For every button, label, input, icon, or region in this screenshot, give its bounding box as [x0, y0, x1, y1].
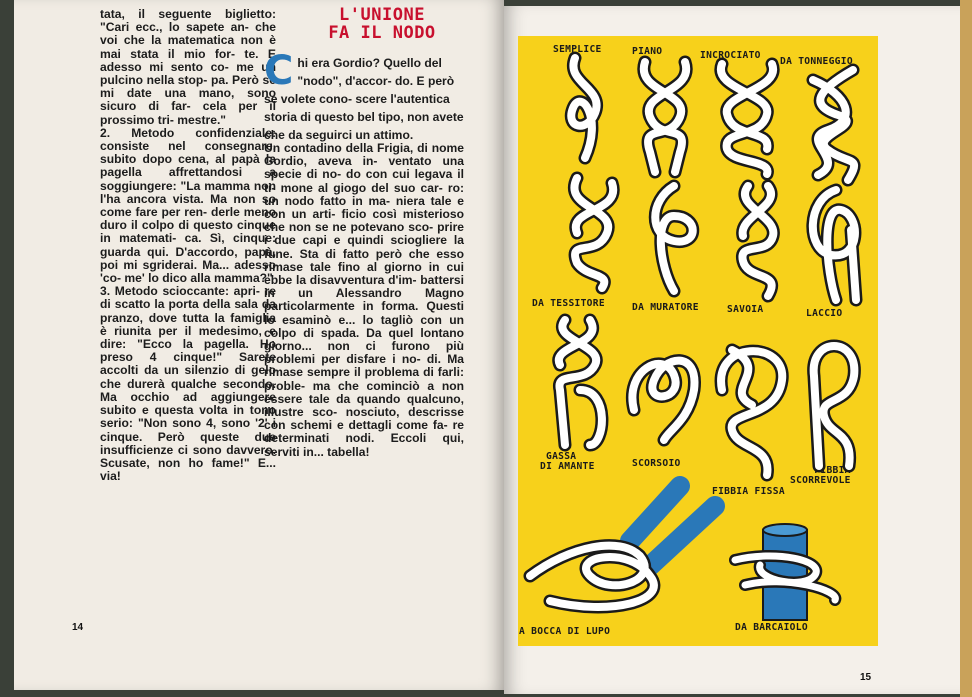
knot-warping-icon [798, 70, 868, 180]
label-gassa-line2: DI AMANTE [540, 461, 595, 472]
paragraph-3: 3. Metodo scioccante: apri- re di scatto la porta della sala da pranzo, dove tutta la famiglia è riunita per il medesimo, e dire: "Ecco la pagella. Ho preso 4 cinque!" Sarete accolti da un silenzio di gelo che durerà qualche secondo. Ma occhio ad aggiungere subito e questa volta in tono serio: "Non sono 4, sono '2' i cinque. Però queste due insufficienze ci sono davvero. Scusate, non ho fame!" E... via! [100, 284, 276, 484]
title-line-1: L'UNIONE [339, 5, 425, 25]
knot-lark-head-icon [530, 486, 720, 616]
knot-figure-eight-icon [728, 186, 788, 296]
label-da-muratore: DA MURATORE [632, 302, 699, 313]
drop-cap: C [264, 48, 294, 94]
knot-slip-icon [624, 330, 704, 440]
paragraph-1: tata, il seguente biglietto: "Cari ecc., lo sapete an- che voi che la matematica non è mai stata il mio for- te. E adesso mi sento co- me un pulcino nella stop- pa. Però se mi date una mano, sono sicuro di far- cela per il prossimo tri- mestre." [100, 7, 276, 127]
label-da-tessitore: DA TESSITORE [532, 298, 605, 309]
knot-noose-icon [806, 190, 866, 300]
knot-bowline-icon [545, 320, 615, 445]
table-edge [960, 0, 972, 697]
knot-fixed-loop-icon [712, 330, 792, 475]
label-laccio: LACCIO [806, 308, 843, 319]
article-title [292, 6, 472, 42]
page-number-left: 14 [72, 622, 84, 633]
intro-text: hi era Gordio? Quello del "nodo", d'accor- do. E però se volete cono- scere l'autentica storia di questo bel tipo, non avete che da seguirci un attimo. [264, 56, 464, 142]
label-semplice: SEMPLICE [553, 44, 602, 55]
knot-square-icon [630, 62, 700, 172]
label-da-tonneggio: DA TONNEGGIO [780, 56, 853, 67]
paragraph-2: 2. Metodo confidenziale: consiste nel consegnare, subito dopo cena, al papà la pagella affrettandosi a soggiungere: "La mamma non l'ha ancora vista. Ma non so come fare per ren- derle meno duro il colpo di questo cinque in matemati- ca. Sì, cinque: guarda qui. D'accordo, papà, poi mi sgriderai. Ma... adesso 'co- me' lo dico alla mamma?" [100, 125, 276, 286]
intro-block [264, 48, 464, 144]
text-column-b [264, 142, 464, 459]
knot-mason-icon [644, 186, 704, 291]
label-piano: PIANO [632, 46, 663, 57]
text-column-a [100, 8, 276, 483]
label-gassa-line1: GASSA [546, 451, 577, 462]
label-da-barcaiolo: DA BARCAIOLO [735, 622, 808, 633]
knot-clove-hitch-icon [735, 520, 845, 620]
knot-weaver-icon [562, 178, 622, 288]
knot-crossed-icon [712, 64, 782, 174]
label-a-bocca-di-lupo: A BOCCA DI LUPO [519, 626, 611, 637]
label-fibbia-line1: FIBBIA [814, 465, 851, 476]
title-line-2: FA IL NODO [328, 23, 436, 43]
label-savoia: SAVOIA [727, 304, 764, 315]
label-fibbia-fissa: FIBBIA FISSA [712, 486, 785, 497]
knot-running-loop-icon [804, 336, 864, 466]
label-fibbia-line2: SCORREVOLE [790, 475, 851, 486]
label-scorsoio: SCORSOIO [632, 458, 681, 469]
page-number-right: 15 [860, 672, 872, 683]
label-gassa-di-amante [540, 452, 595, 472]
knot-simple-icon [555, 58, 615, 158]
label-incrociato: INCROCIATO [700, 50, 761, 61]
story-text: Un contadino della Frigia, di nome Gordio, aveva in- ventato una specie di no- do con cui legava il ti- mone al giogo del suo car- ro: un nodo fatto in ma- niera tale e con un arti- ficio così misterioso che non se ne potevano sco- prire i due capi e quindi sciogliere la fune. Sta di fatto però che esso rimase tale fino al giorno in cui ebbe la disavventura d'im- battersi in un Alessandro Magno particolarmente in forma. Questi lo esaminò e... lo tagliò con un colpo di spada. Da quel lontano giorno... non ci furono più problemi per disfare i no- di. Ma rimase sempre il problema di farli: proble- ma che cominciò a non essere tale da quando qualcuno, illustre sco- nosciuto, descrisse con schemi e dettagli come fa- re determinati nodi. Eccoli qui, serviti in... tabella! [264, 141, 464, 459]
